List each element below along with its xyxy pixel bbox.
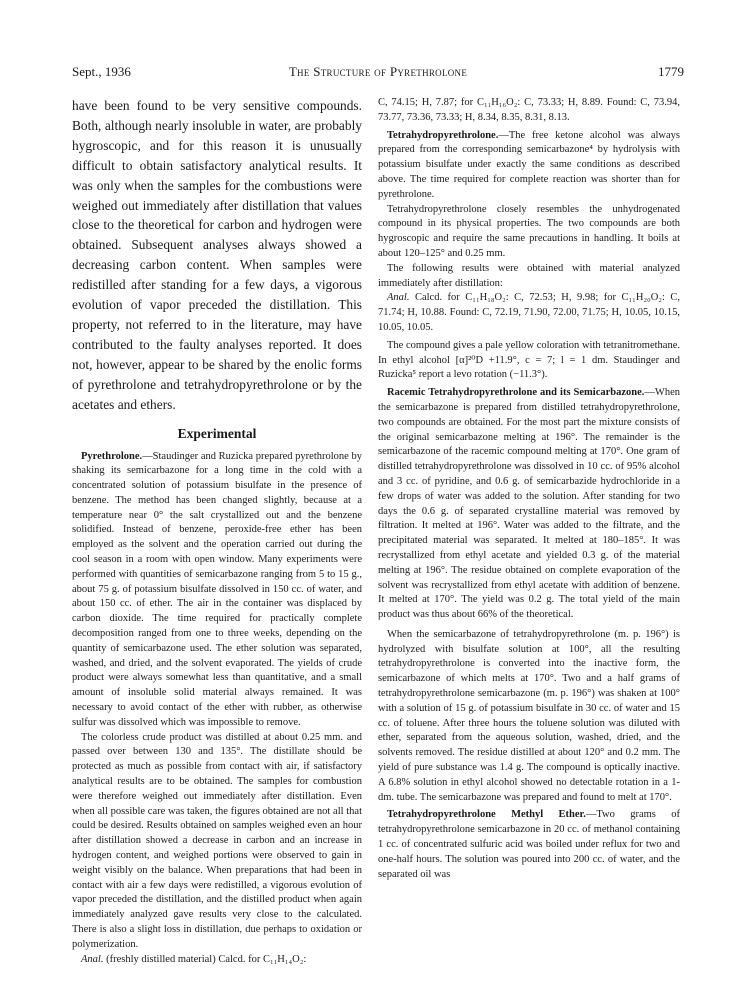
- intro-paragraph: have been found to be very sensitive compounds. Both, although nearly insoluble in water, are probably hygroscopic, and for this reason it is unusually difficult to obtain satisfactory analytical results. It was only when the samples for the combustions were weighed out immediately after distillation that values close to the theoretical for carbon and hydrogen were obtained. Subsequent analyses always showed a decreasing carbon content. When samples were redistilled after standing for a few days, a vigorous evolution of vapor preceded the distillation. This property, not referred to in the literature, may have contributed to the faulty analyses reported. It does not, however, appear to be shared by the enolic forms of pyrethrolone and tetrahydropyrethrolone or by the acetates and ethers.: [72, 98, 362, 412]
- paragraph-tetrahydropyrethrolone: [378, 129, 680, 203]
- paragraph-text: Calcd. for C₁₁H₁₈O₂: C, 72.53; H, 9.98; for C₁₁H₂₀O₂: C, 71.74; H, 10.88. Found: C, 72.19, 71.90, 72.00, 71.75; H, 10.05, 10.15, 10.05, 10.05.: [378, 292, 680, 333]
- runin-heading: Racemic Tetrahydropyrethrolone and its Semicarbazone.: [387, 387, 645, 399]
- paragraph-text: (freshly distilled material) Calcd. for C₁₁H₁₄O₂:: [103, 953, 307, 965]
- running-header: [72, 64, 684, 84]
- section-heading-experimental: Experimental: [177, 425, 257, 441]
- paragraph-hydrolysis: When the semicarbazone of tetrahydropyrethrolone (m. p. 196°) is hydrolyzed with bisulfate solution at 100°, all the resulting tetrahydropyrethrolone is converted into the inactive form, the semicarbazone of which melts at 170°. Two and a half grams of tetrahydropyrethrolone semicarbazone (m. p. 196°) was shaken at 100° with a solution of 15 g. of potassium bisulfate in 30 cc. of water and 15 cc. of toluene. After three hours the toluene solution was diluted with ether, separated from the aqueous solution, washed, dried, and the solvents removed. The residue distilled at about 120° and 0.2 mm. The yield of pure substance was 1.4 g. The compound is optically inactive. A 6.8% solution in ethyl alcohol showed no detectable rotation in a 1-dm. tube. The semicarbazone was prepared and found to melt at 170°.: [378, 628, 680, 803]
- runin-heading: Tetrahydropyrethrolone.: [387, 129, 499, 141]
- paragraph-analysis-continued: C, 74.15; H, 7.87; for C₁₁H₁₆O₂: C, 73.33; H, 8.89. Found: C, 73.94, 73.77, 73.36, 73.33; H, 8.34, 8.35, 8.31, 8.13.: [378, 97, 680, 123]
- runin-heading: Pyrethrolone.: [81, 450, 143, 462]
- paragraph-distillation: The colorless crude product was distilled at about 0.25 mm. and passed over between 130 and 135°. The distillate should be protected as much as possible from contact with air, if satisfactory analytical results are to be obtained. The samples for combustion were therefore weighed out immediately after distillation. Even when all possible care was taken, the figures obtained are not all that could be desired. Results obtained on samples weighed even an hour after distillation showed a decrease in carbon and an increase in hydrogen content, and weighed portions were observed to gain in weight visibly on the balance. When preparations that had been in contact with air a few days were redistilled, a vigorous evolution of vapor preceded the distillation, and the distilled product when again immediately analyzed gave results very close to the calculated. There is also a slight loss in distillation, due perhaps to oxidation or polymerization.: [72, 731, 362, 950]
- runin-heading: Tetrahydropyrethrolone Methyl Ether.: [387, 809, 586, 821]
- paragraph-analysis: [72, 953, 362, 968]
- anal-label: Anal.: [387, 292, 410, 304]
- paragraph-rotation: The compound gives a pale yellow coloration with tetranitromethane. In ethyl alcohol [α]²⁰D +11.9°, c = 7; l = 1 dm. Staudinger and Ruzicka⁵ report a levo rotation (−11.3°).: [378, 339, 680, 381]
- paragraph-methyl-ether: [378, 808, 680, 882]
- paragraph-racemic: [378, 386, 680, 623]
- paragraph-properties: Tetrahydropyrethrolone closely resembles the unhydrogenated compound in its physical properties. The two compounds are both hygroscopic and require the same precautions in handling. It boils at about 120–125° and 0.25 mm.: [378, 203, 680, 259]
- anal-label: Anal.: [81, 953, 104, 965]
- paragraph-analysis-2: [378, 291, 680, 335]
- paragraph-results: The following results were obtained with material analyzed immediately after distillation:: [378, 262, 680, 289]
- right-column: [378, 96, 680, 882]
- left-column: [72, 96, 362, 967]
- paragraph-text: —Two grams of tetrahydropyrethrolone semicarbazone in 20 cc. of methanol containing 1 cc. of concentrated sulfuric acid was boiled under reflux for two and one-half hours. The solution was poured into 200 cc. of water, and the separated oil was: [378, 809, 680, 880]
- header-title: The Structure of Pyrethrolone: [288, 64, 468, 79]
- paragraph-text: —Staudinger and Ruzicka prepared pyrethrolone by shaking its semicarbazone for a long time in the cold with a concentrated solution of potassium bisulfate in the presence of benzene. The method has been changed slightly, because at a temperature near 0° the salt crystallized out and the benzene solidified. Instead of benzene, peroxide-free ether has been employed as the solvent and the operation carried out during the cool season in a room with open window. Many experiments were performed with quantities of semicarbazone ranging from 5 to 15 g., about 75 g. of potassium bisulfate dissolved in 150 cc. of water, and about 150 cc. of ether. The air in the container was displaced by carbon dioxide. The time required for practically complete decomposition ranged from one to three weeks, depending on the quantity of semicarbazone used. The ether solution was separated, washed, and dried, and the solvent evaporated. The yields of crude product were always somewhat less than quantitative, and a small amount of insoluble solid material always remained. It was necessary to avoid contact of the ether with rubber, as otherwise sulfur was dissolved which was impossible to remove.: [72, 450, 362, 728]
- header-date: Sept., 1936: [72, 64, 131, 79]
- paragraph-text: —When the semicarbazone is prepared from distilled tetrahydropyrethrolone, two compounds are obtained. For the most part the mixture consists of the original semicarbazone melting at 196°. The remainder is the semicarbazone of the racemic compound melting at 170°. One gram of distilled tetrahydropyrethrolone was dissolved in 10 cc. of 95% alcohol and 3 cc. of pyridine, and 0.6 g. of semicarbazide hydrochloride in a few drops of water was added to the solution. After standing for two days the 0.6 g. of separated crystalline material was removed by filtration. It melted at 196°. Water was added to the filtrate, and the precipitated material was separated. It melted at 180–185°. It was recrystallized from ethyl acetate and yielded 0.3 g. of the material melting at 196°. The residue obtained on complete evaporation of the solvent was recrystallized from ethyl acetate with addition of benzene. It melted at 170°. The yield was 0.2 g. The total yield of the main product was thus about 66% of the theoretical.: [378, 387, 680, 621]
- paragraph-pyrethrolone: [72, 450, 362, 731]
- paragraph-text: —The free ketone alcohol was always prepared from the corresponding semicarbazone⁴ by hydrolysis with potassium bisulfate under exactly the same conditions as described above. The time required for complete reaction was shorter than for pyrethrolone.: [378, 129, 680, 200]
- page-number: 1779: [658, 64, 684, 79]
